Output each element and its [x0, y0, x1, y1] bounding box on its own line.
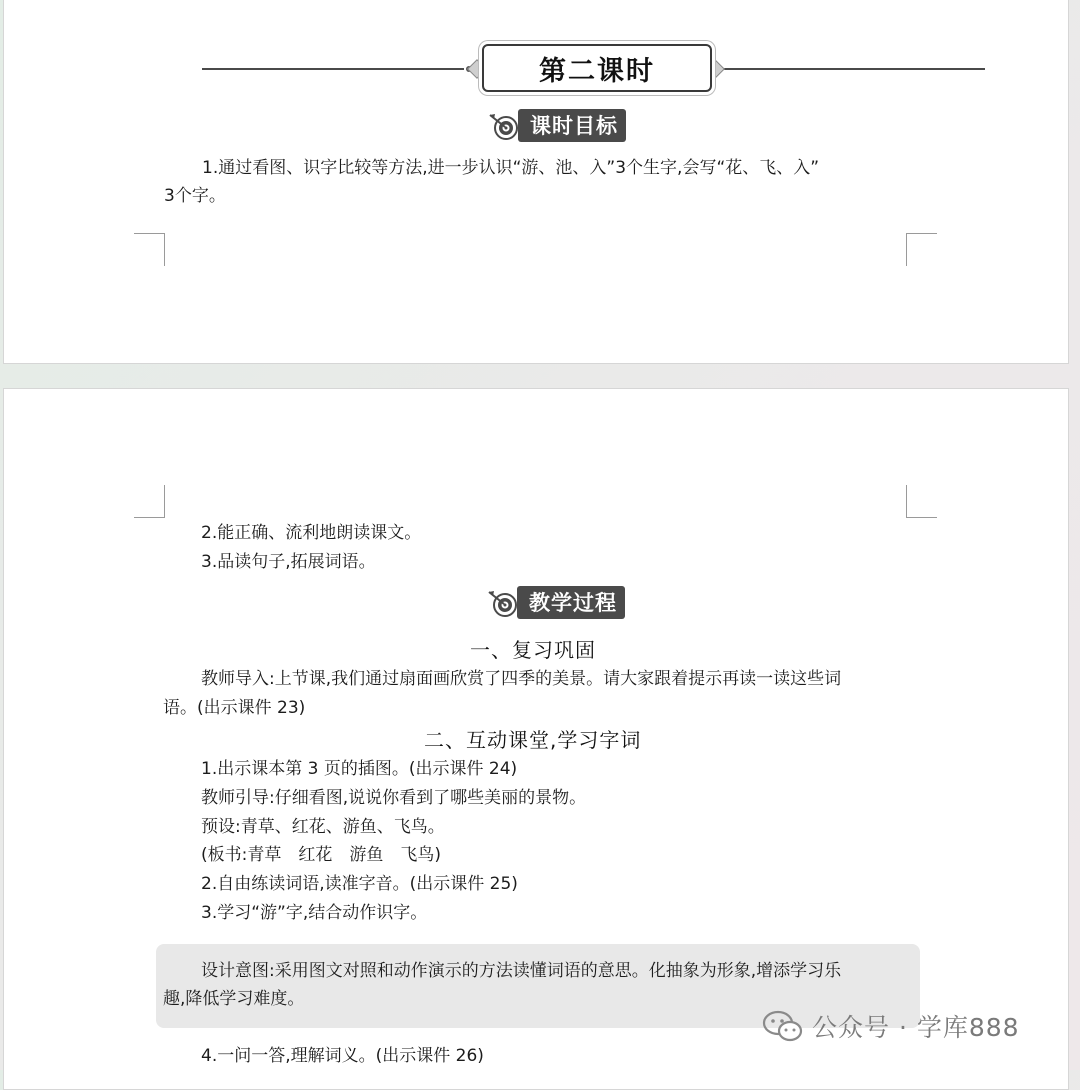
lesson-title: 第二课时 — [539, 55, 655, 87]
step-line: 2.自由练读词语,读准字音。(出示课件 25) — [201, 874, 518, 894]
watermark — [762, 1008, 1020, 1044]
goal-3: 3.品读句子,拓展词语。 — [201, 552, 376, 572]
goal-1-line-2: 3个字。 — [164, 186, 226, 206]
target-icon — [488, 111, 522, 141]
design-intent-line-1: 设计意图:采用图文对照和动作演示的方法读懂词语的意思。化抽象为形象,增添学习乐 — [201, 961, 842, 981]
crop-mark-bottom-right — [906, 233, 937, 266]
watermark-text: 公众号 · 学库888 — [812, 1013, 1020, 1042]
section-1-line-2: 语。(出示课件 23) — [163, 698, 306, 718]
section-1-title: 一、复习巩固 — [470, 638, 596, 662]
wechat-icon — [762, 1009, 804, 1043]
crop-mark-top-right — [906, 485, 937, 518]
section-2-title: 二、互动课堂,学习字词 — [424, 728, 642, 752]
target-icon — [487, 588, 521, 618]
step-line: 3.学习“游”字,结合动作识字。 — [201, 903, 428, 923]
banner-right-line — [722, 68, 985, 70]
goal-2: 2.能正确、流利地朗读课文。 — [201, 523, 422, 543]
lesson-title-banner — [482, 44, 712, 92]
step-line: (板书:青草 红花 游鱼 飞鸟) — [201, 845, 441, 865]
step-line: 教师引导:仔细看图,说说你看到了哪些美丽的景物。 — [201, 788, 587, 808]
step-line: 1.出示课本第 3 页的插图。(出示课件 24) — [201, 759, 518, 779]
banner-left-line — [202, 68, 464, 70]
document-page-1 — [3, 0, 1069, 364]
step-4: 4.一问一答,理解词义。(出示课件 26) — [201, 1046, 484, 1066]
goals-heading-label: 课时目标 — [518, 109, 626, 142]
goal-1-line-1: 1.通过看图、识字比较等方法,进一步认识“游、池、入”3个生字,会写“花、飞、入” — [202, 158, 820, 178]
section-1-line-1: 教师导入:上节课,我们通过扇面画欣赏了四季的美景。请大家跟着提示再读一读这些词 — [201, 669, 842, 689]
design-intent-line-2: 趣,降低学习难度。 — [163, 989, 305, 1009]
step-line: 预设:青草、红花、游鱼、飞鸟。 — [201, 817, 445, 837]
goals-section-heading — [488, 109, 626, 142]
crop-mark-bottom-left — [134, 233, 165, 266]
process-section-heading — [487, 586, 625, 619]
process-heading-label: 教学过程 — [517, 586, 625, 619]
crop-mark-top-left — [134, 485, 165, 518]
